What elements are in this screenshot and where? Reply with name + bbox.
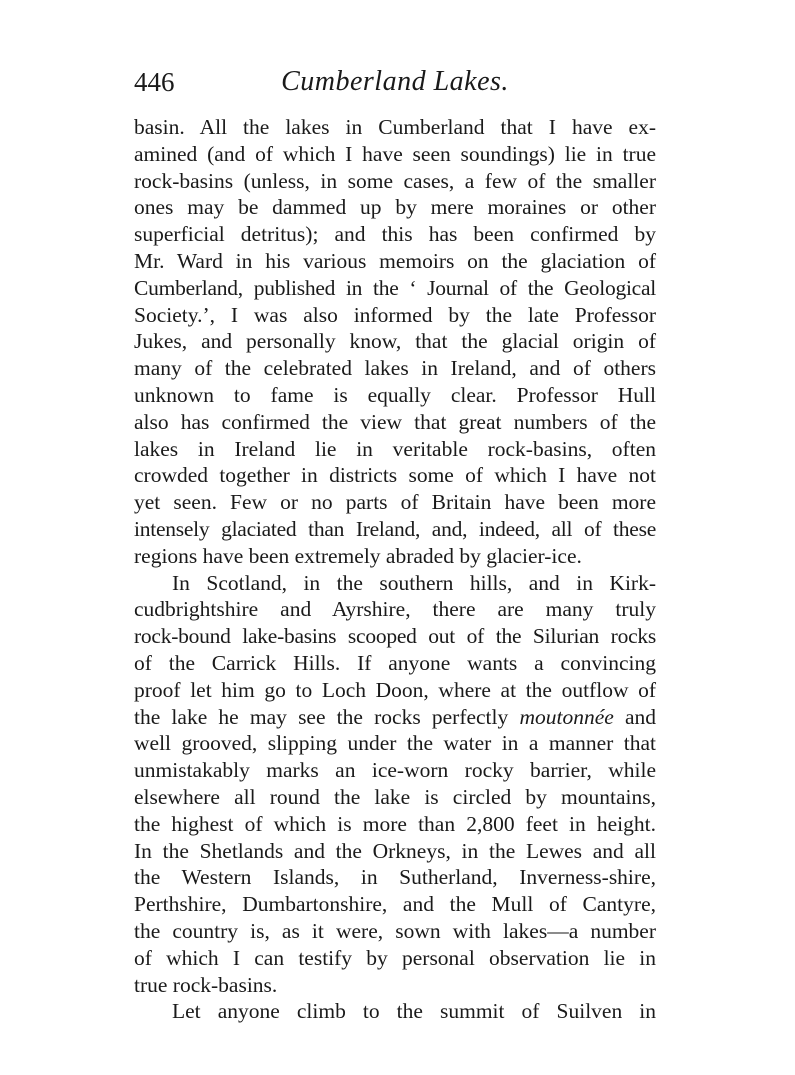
text-line: the Western Islands, in Sutherland, Inverness-shire, — [134, 865, 656, 890]
text-line: also has confirmed the view that great numbers of the — [134, 409, 656, 434]
text-line: of which I can testify by personal observation lie in — [134, 945, 656, 970]
text-line: lakes in Ireland lie in veritable rock-basins, often — [134, 436, 656, 461]
text-line: yet seen. Few or no parts of Britain have been more — [134, 490, 656, 515]
text-line: In the Shetlands and the Orkneys, in the Lewes and all — [134, 838, 656, 863]
text-line: unmistakably marks an ice-worn rocky barrier, while — [134, 758, 656, 783]
text-line: cudbrightshire and Ayrshire, there are many truly — [134, 597, 656, 622]
text-line: Perthshire, Dumbartonshire, and the Mull of Cantyre, — [134, 892, 656, 917]
text-line: Let anyone climb to the summit of Suilven in — [172, 999, 656, 1024]
text-line: ones may be dammed up by mere moraines or other — [134, 195, 656, 220]
text-line: crowded together in districts some of which I have not — [134, 463, 656, 488]
text-line: many of the celebrated lakes in Ireland, and of others — [134, 356, 656, 381]
text-line: well grooved, slipping under the water in a manner that — [134, 731, 656, 756]
text-line: Mr. Ward in his various memoirs on the glaciation of — [134, 248, 656, 273]
body-text — [134, 114, 656, 1025]
text-line: rock-basins (unless, in some cases, a few of the smaller — [134, 168, 656, 193]
page-number: 446 — [134, 67, 175, 97]
text-line: In Scotland, in the southern hills, and in Kirk- — [172, 570, 656, 595]
text-line: true rock-basins. — [134, 972, 278, 997]
text-line: superficial detritus); and this has been confirmed by — [134, 222, 656, 247]
text-line — [134, 704, 656, 731]
text-run: the lake he may see the rocks perfectly — [134, 704, 520, 729]
page-header — [134, 62, 656, 102]
italic-term: moutonnée — [519, 704, 614, 729]
text-line: Cumberland, published in the ‘ Journal of the Geological — [134, 275, 656, 300]
text-line: amined (and of which I have seen soundings) lie in true — [134, 141, 656, 166]
text-line: of the Carrick Hills. If anyone wants a convincing — [134, 650, 656, 675]
text-line: elsewhere all round the lake is circled by mountains, — [134, 784, 656, 809]
text-line: rock-bound lake-basins scooped out of the Silurian rocks — [134, 624, 656, 649]
text-line: the country is, as it were, sown with lakes—a number — [134, 918, 656, 943]
text-line: proof let him go to Loch Doon, where at the outflow of — [134, 677, 656, 702]
text-line: basin. All the lakes in Cumberland that I have ex- — [134, 115, 656, 139]
text-line: regions have been extremely abraded by glacier-ice. — [134, 543, 582, 568]
text-run: and — [613, 704, 656, 729]
running-title: Cumberland Lakes. — [281, 66, 509, 97]
text-line: Jukes, and personally know, that the glacial origin of — [134, 329, 656, 354]
text-line: Society.’, I was also informed by the late Professor — [134, 302, 656, 327]
text-line: the highest of which is more than 2,800 feet in height. — [134, 811, 656, 836]
text-line: unknown to fame is equally clear. Professor Hull — [134, 382, 656, 407]
text-line: intensely glaciated than Ireland, and, indeed, all of these — [134, 516, 656, 541]
